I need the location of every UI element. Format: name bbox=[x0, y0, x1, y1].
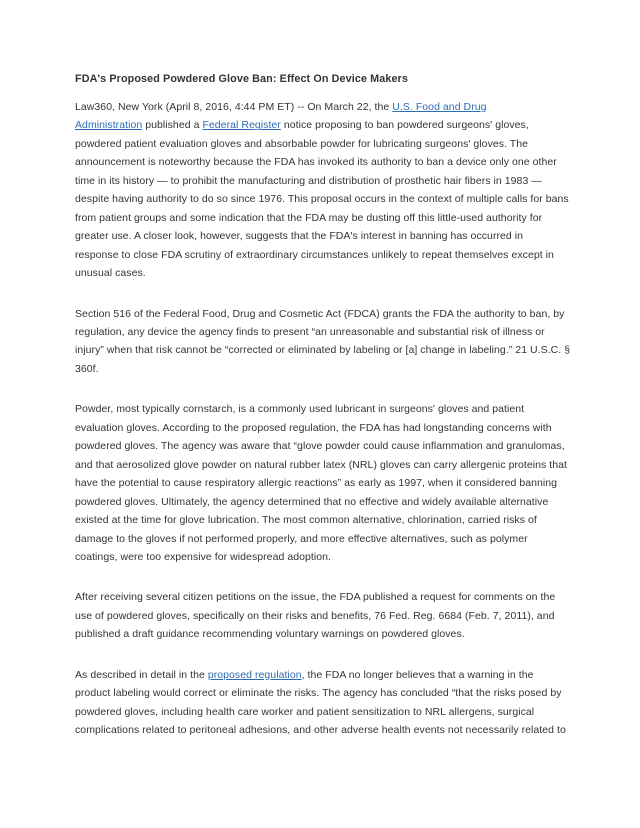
text-line bbox=[75, 172, 570, 190]
text-line bbox=[75, 419, 570, 437]
text-line bbox=[75, 323, 570, 341]
text-span: evaluation gloves. According to the proposed regulation, the FDA has had longstanding concerns with bbox=[75, 421, 552, 434]
inline-link[interactable]: proposed regulation bbox=[207, 668, 302, 681]
text-span: published a bbox=[142, 119, 203, 132]
paragraph bbox=[75, 666, 570, 740]
text-line bbox=[75, 456, 570, 474]
text-line bbox=[75, 246, 570, 264]
text-span: have the potential to cause respiratory allergic reactions” as early as 1997, when it considered banning bbox=[75, 477, 558, 490]
text-span: unusual cases. bbox=[75, 267, 146, 280]
text-line bbox=[75, 341, 570, 359]
inline-link[interactable]: Administration bbox=[75, 119, 143, 132]
text-line bbox=[75, 548, 570, 566]
text-span: existed at the time for glove lubrication. The most common alternative, chlorination, carried risks of bbox=[75, 514, 537, 527]
text-span: damage to the gloves if not performed properly, and more effective alternatives, such as polymer bbox=[75, 532, 528, 545]
text-line bbox=[75, 116, 570, 134]
text-span: use of powdered gloves, specifically on their risks and benefits, 76 Fed. Reg. 6684 (Feb. 7, 2011), and bbox=[75, 609, 555, 622]
text-span: coatings, were too expensive for widespread adoption. bbox=[75, 550, 331, 563]
text-line bbox=[75, 474, 570, 492]
text-line bbox=[75, 607, 570, 625]
paragraph bbox=[75, 588, 570, 643]
text-line bbox=[75, 190, 570, 208]
text-span: powdered patient evaluation gloves and absorbable powder for lubricating surgeons' gloves. The bbox=[75, 137, 529, 150]
text-span: Section 516 of the Federal Food, Drug and Cosmetic Act (FDCA) grants the FDA the authority to ban, by bbox=[75, 307, 565, 320]
text-span: greater use. A closer look, however, suggests that the FDA's interest in banning has occurred in bbox=[75, 230, 524, 243]
text-line bbox=[75, 437, 570, 455]
text-line bbox=[75, 530, 570, 548]
text-span: published a draft guidance recommending voluntary warnings on powdered gloves. bbox=[75, 628, 465, 641]
text-line bbox=[75, 360, 570, 378]
text-span: time in its history — to prohibit the manufacturing and distribution of prosthetic hair fibers in 1983 — bbox=[75, 174, 542, 187]
text-line bbox=[75, 209, 570, 227]
text-span: regulation, any device the agency finds to present “an unreasonable and substantial risk of illness or bbox=[75, 325, 545, 338]
text-span: complications related to peritoneal adhesions, and other adverse health events not necessarily related to bbox=[75, 724, 566, 737]
text-span: injury” when that risk cannot be “corrected or eliminated by labeling or [a] change in labeling.” 21 U.S.C. § bbox=[75, 344, 571, 357]
text-line bbox=[75, 684, 570, 702]
paragraph bbox=[75, 400, 570, 566]
text-line bbox=[75, 153, 570, 171]
text-line bbox=[75, 264, 570, 282]
text-span: Law360, New York (April 8, 2016, 4:44 PM ET) -- On March 22, the bbox=[75, 101, 393, 113]
text-line bbox=[75, 227, 570, 245]
text-span: from patient groups and some indication that the FDA may be dusting off this little-used authority for bbox=[75, 211, 543, 224]
text-line bbox=[75, 625, 570, 643]
inline-link[interactable]: Federal Register bbox=[202, 119, 281, 132]
text-span: As described in detail in the bbox=[75, 668, 208, 681]
text-span: notice proposing to ban powdered surgeons' gloves, bbox=[280, 119, 529, 132]
text-span: , the FDA no longer believes that a warning in the bbox=[301, 668, 534, 681]
text-span: product labeling would correct or eliminate the risks. The agency has concluded “that the risks posed by bbox=[75, 687, 562, 700]
text-span: response to close FDA scrutiny of extraordinary circumstances unlikely to repeat themselves except in bbox=[75, 248, 554, 261]
text-line bbox=[75, 400, 570, 418]
text-span: powdered gloves, including health care worker and patient sensitization to NRL allergens, surgical bbox=[75, 705, 535, 718]
text-span: Powder, most typically cornstarch, is a commonly used lubricant in surgeons' gloves and patient bbox=[75, 403, 525, 416]
text-span: and that aerosolized glove powder on natural rubber latex (NRL) gloves can carry allergenic proteins that bbox=[75, 458, 568, 471]
text-span: announcement is noteworthy because the FDA has invoked its authority to ban a device only one other bbox=[75, 156, 557, 169]
paragraph bbox=[75, 98, 570, 283]
inline-link[interactable]: U.S. Food and Drug bbox=[392, 101, 487, 113]
text-line bbox=[75, 666, 570, 684]
text-line bbox=[75, 135, 570, 153]
text-line bbox=[75, 511, 570, 529]
text-span: powdered gloves. Ultimately, the agency determined that no effective and widely available alternative bbox=[75, 495, 549, 508]
paragraph bbox=[75, 305, 570, 379]
text-line bbox=[75, 703, 570, 721]
text-line bbox=[75, 98, 570, 116]
text-span: After receiving several citizen petitions on the issue, the FDA published a request for comments on the bbox=[75, 591, 556, 604]
article-body bbox=[75, 98, 570, 740]
text-line bbox=[75, 721, 570, 739]
text-span: powdered gloves. The agency was aware that “glove powder could cause inflammation and granulomas, bbox=[75, 440, 565, 453]
article-title: FDA's Proposed Powdered Glove Ban: Effect On Device Makers bbox=[75, 73, 408, 85]
text-line bbox=[75, 493, 570, 511]
text-line bbox=[75, 305, 570, 323]
text-span: despite having authority to do so since 1976. This proposal occurs in the context of multiple calls for bans bbox=[75, 193, 569, 206]
text-span: 360f. bbox=[75, 362, 99, 375]
text-line bbox=[75, 588, 570, 606]
